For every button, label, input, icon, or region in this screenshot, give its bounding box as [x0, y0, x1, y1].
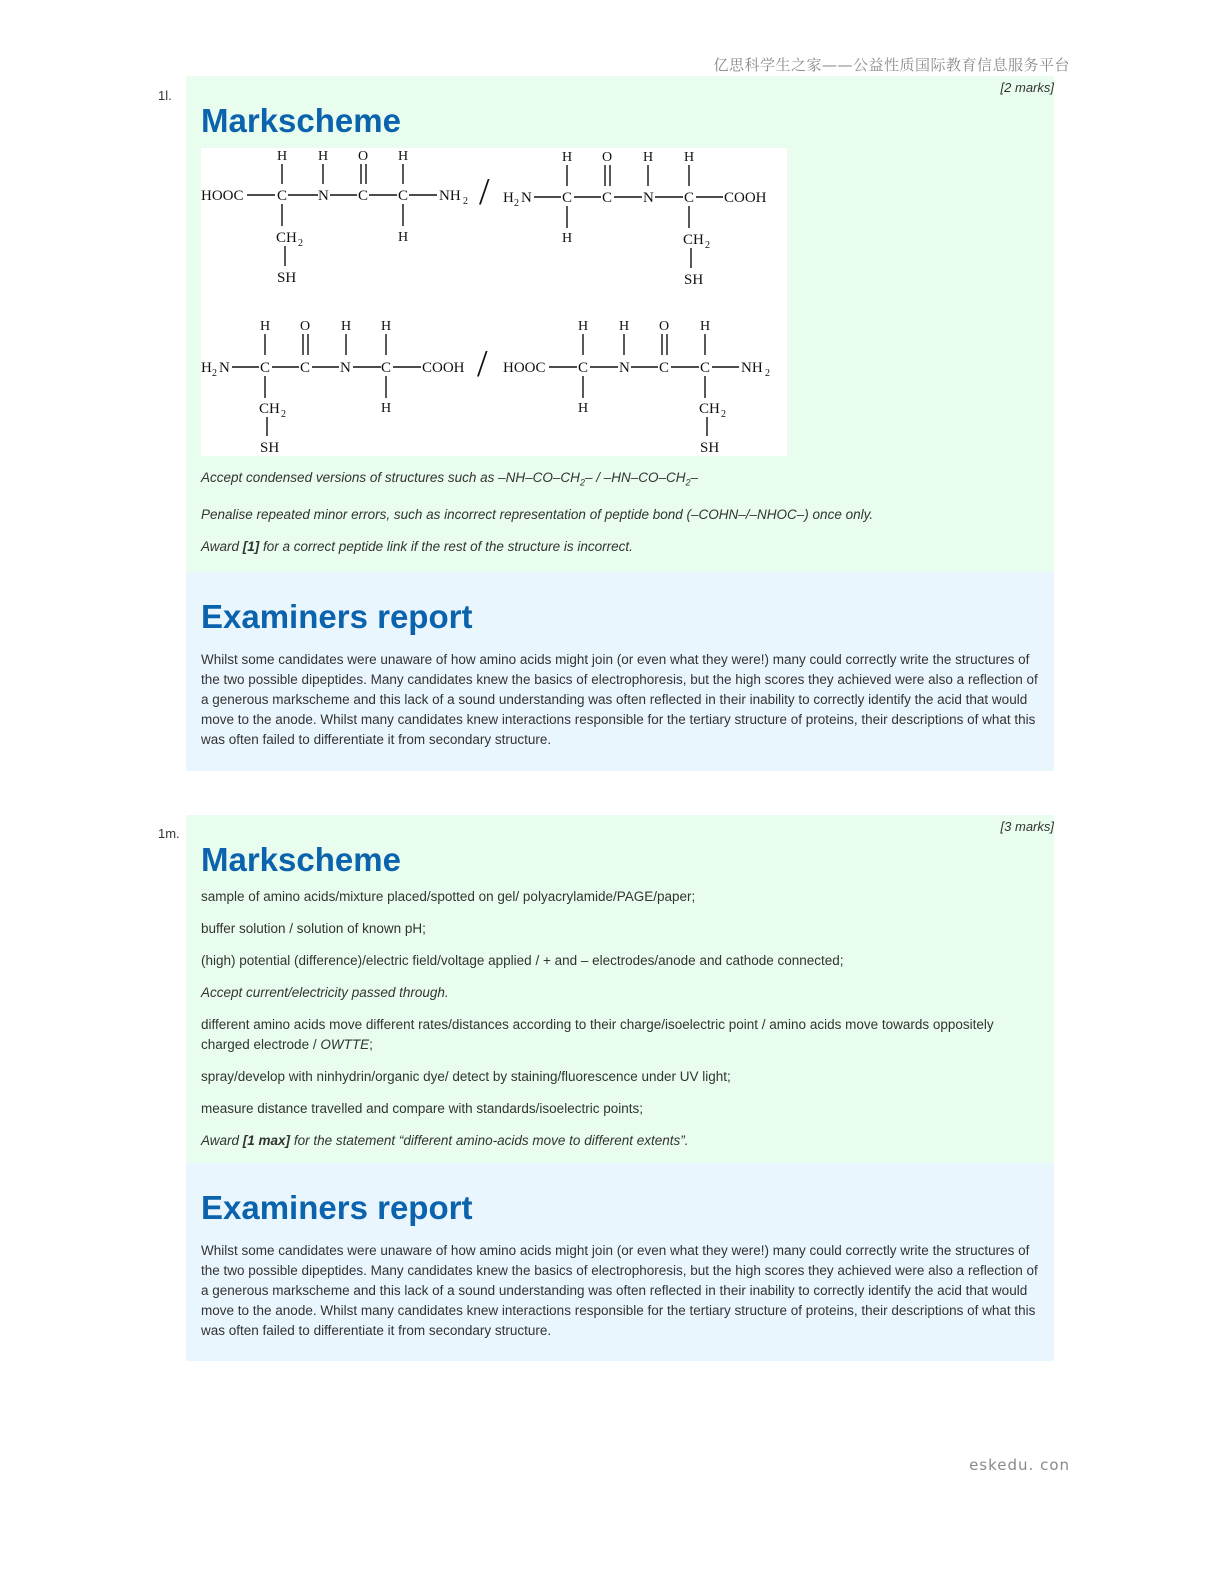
markscheme-point: different amino acids move different rates/distances according to their charge/isoelectric point / amino acids move towards oppositely charged electrode / OWTTE;	[201, 1017, 994, 1052]
markscheme-section	[186, 76, 1054, 572]
svg-text:C: C	[260, 360, 271, 376]
svg-text:H: H	[260, 319, 271, 334]
svg-text:C: C	[578, 360, 589, 376]
svg-text:HOOC: HOOC	[503, 360, 546, 376]
svg-text:N: N	[619, 360, 630, 376]
svg-text:H: H	[318, 149, 329, 164]
accept-note: Accept current/electricity passed through.	[201, 985, 449, 1000]
markscheme-section	[186, 815, 1054, 1163]
svg-text:NH: NH	[741, 360, 763, 376]
svg-text:O: O	[300, 319, 311, 334]
svg-text:C: C	[381, 360, 392, 376]
examiners-report-text: Whilst some candidates were unaware of how amino acids might join (or even what they were!) many could correctly write the structures of the two possible dipeptides. Many candidates knew the basics of electrophoresis, but the high scores they achieved were also a reflection of a generous markscheme and this lack of a sound understanding was often reflected in their inability to correctly identify the acid that would move to the anode. Whilst many candidates knew interactions responsible for the tertiary structure of proteins, their descriptions of what this was often failed to differentiate it from secondary structure.	[201, 652, 1038, 747]
svg-text:SH: SH	[260, 440, 280, 456]
svg-text:H: H	[562, 231, 573, 246]
marks-label: [3 marks]	[1000, 819, 1054, 834]
examiners-report-text: Whilst some candidates were unaware of how amino acids might join (or even what they were!) many could correctly write the structures of the two possible dipeptides. Many candidates knew the basics of electrophoresis, but the high scores they achieved were also a reflection of a generous markscheme and this lack of a sound understanding was often reflected in their inability to correctly identify the acid that would move to the anode. Whilst many candidates knew interactions responsible for the tertiary structure of proteins, their descriptions of what this was often failed to differentiate it from secondary structure.	[201, 1243, 1038, 1338]
svg-text:COOH: COOH	[724, 190, 767, 206]
svg-text:SH: SH	[700, 440, 720, 456]
dipeptide-structure-4	[503, 319, 770, 456]
svg-text:CH: CH	[276, 230, 297, 246]
markscheme-point: (high) potential (difference)/electric field/voltage applied / + and – electrodes/anode and cathode connected;	[201, 953, 844, 968]
examiners-report-heading: Examiners report	[201, 598, 473, 635]
svg-text:C: C	[277, 188, 288, 204]
svg-text:C: C	[684, 190, 695, 206]
svg-text:H: H	[398, 230, 409, 245]
svg-text:H: H	[201, 360, 212, 376]
examiners-report-section	[186, 1163, 1054, 1361]
svg-text:2: 2	[514, 198, 519, 209]
examiners-report-heading: Examiners report	[201, 1189, 473, 1226]
svg-text:H: H	[684, 150, 695, 165]
svg-text:C: C	[659, 360, 670, 376]
accept-note: Accept condensed versions of structures such as $-NH-CO-CH_2- / -HN-CO-CH_2-$	[201, 470, 699, 488]
svg-text:2: 2	[212, 368, 217, 379]
dipeptide-structure-2	[503, 150, 767, 288]
svg-text:C: C	[358, 188, 369, 204]
svg-text:N: N	[521, 190, 532, 206]
svg-text:H: H	[398, 149, 409, 164]
svg-text:CH: CH	[699, 401, 720, 417]
svg-text:CH: CH	[259, 401, 280, 417]
svg-text:O: O	[602, 150, 613, 165]
svg-text:2: 2	[463, 196, 468, 207]
svg-text:C: C	[398, 188, 409, 204]
svg-text:N: N	[643, 190, 654, 206]
question-number: 1l.	[158, 88, 172, 103]
markscheme-point: buffer solution / solution of known pH;	[201, 921, 426, 936]
svg-text:H: H	[562, 150, 573, 165]
markscheme-point: sample of amino acids/mixture placed/spotted on gel/ polyacrylamide/PAGE/paper;	[201, 889, 696, 904]
svg-text:2: 2	[281, 409, 286, 420]
question-number: 1m.	[158, 826, 180, 841]
svg-text:H: H	[381, 401, 392, 416]
examiners-report-section	[186, 572, 1054, 771]
markscheme-heading: Markscheme	[201, 841, 401, 878]
site-header: 亿思科学生之家——公益性质国际教育信息服务平台	[713, 56, 1070, 74]
svg-text:NH: NH	[439, 188, 461, 204]
svg-text:N: N	[318, 188, 329, 204]
award-note: Award [1 max] for the statement “different amino-acids move to different extents”.	[201, 1133, 689, 1148]
svg-text:N: N	[219, 360, 230, 376]
svg-text:2: 2	[765, 368, 770, 379]
dipeptide-structures-figure	[201, 148, 787, 456]
svg-text:C: C	[300, 360, 311, 376]
svg-text:C: C	[562, 190, 573, 206]
svg-text:COOH: COOH	[422, 360, 465, 376]
penalise-note: Penalise repeated minor errors, such as incorrect representation of peptide bond (–COHN–/–NHOC–) once only.	[201, 506, 874, 522]
svg-text:H: H	[578, 319, 589, 334]
svg-text:C: C	[602, 190, 613, 206]
svg-text:HOOC: HOOC	[201, 188, 244, 204]
svg-text:2: 2	[705, 240, 710, 251]
markscheme-point: spray/develop with ninhydrin/organic dye/ detect by staining/fluorescence under UV light;	[201, 1069, 731, 1084]
svg-text:H: H	[277, 149, 288, 164]
svg-text:CH: CH	[683, 232, 704, 248]
svg-text:H: H	[700, 319, 711, 334]
svg-text:SH: SH	[684, 272, 704, 288]
svg-text:2: 2	[298, 238, 303, 249]
svg-text:O: O	[358, 149, 369, 164]
site-footer: eskedu. con	[969, 1456, 1070, 1474]
award-note: Award [1] for a correct peptide link if the rest of the structure is incorrect.	[201, 538, 633, 554]
markscheme-heading: Markscheme	[201, 102, 401, 139]
or-slash: /	[477, 343, 488, 385]
svg-text:H: H	[643, 150, 654, 165]
dipeptide-structure-1	[201, 149, 468, 286]
or-slash: /	[479, 171, 490, 213]
marks-label: [2 marks]	[1000, 80, 1054, 95]
svg-text:H: H	[619, 319, 630, 334]
svg-text:2: 2	[721, 409, 726, 420]
svg-text:O: O	[659, 319, 670, 334]
dipeptide-structure-3	[201, 319, 465, 456]
svg-text:H: H	[341, 319, 352, 334]
svg-text:C: C	[700, 360, 711, 376]
markscheme-point: measure distance travelled and compare with standards/isoelectric points;	[201, 1101, 643, 1116]
svg-text:N: N	[340, 360, 351, 376]
svg-text:H: H	[503, 190, 514, 206]
svg-text:SH: SH	[277, 270, 297, 286]
svg-text:H: H	[578, 401, 589, 416]
svg-text:H: H	[381, 319, 392, 334]
